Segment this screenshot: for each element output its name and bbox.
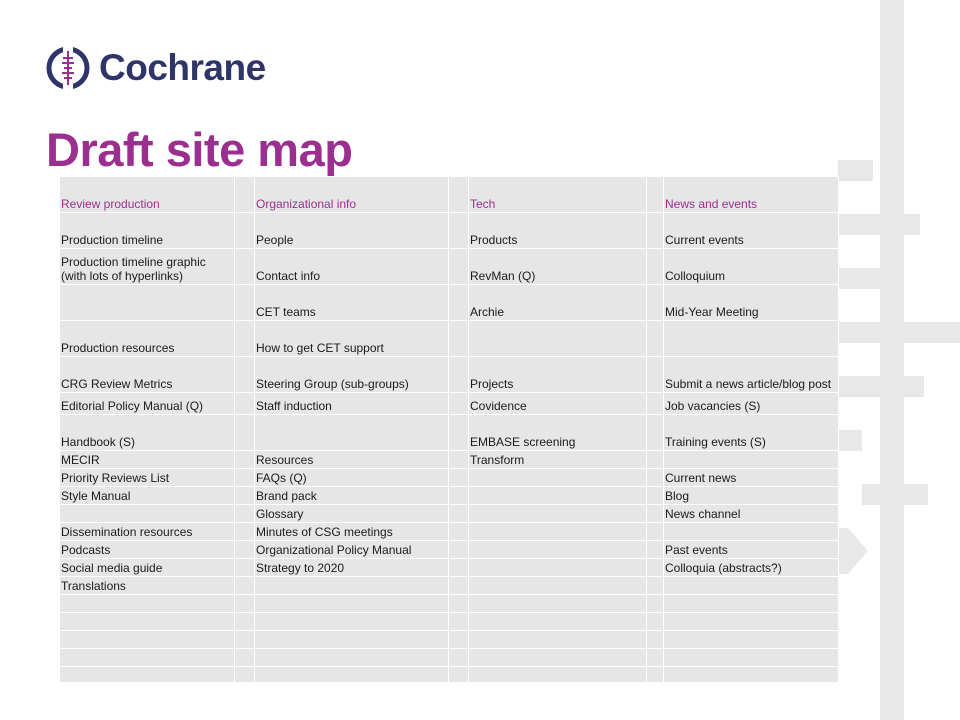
table-cell bbox=[60, 595, 235, 613]
column-spacer bbox=[449, 505, 469, 523]
table-cell bbox=[664, 631, 839, 649]
table-row bbox=[60, 613, 839, 631]
table-cell: Glossary bbox=[255, 505, 449, 523]
column-spacer bbox=[449, 667, 469, 683]
column-header: Organizational info bbox=[255, 177, 449, 213]
column-spacer bbox=[449, 631, 469, 649]
column-spacer bbox=[449, 559, 469, 577]
table-cell bbox=[255, 631, 449, 649]
table-cell: Contact info bbox=[255, 249, 449, 285]
decorative-bar bbox=[838, 268, 882, 289]
table-cell bbox=[664, 523, 839, 541]
table-row bbox=[60, 451, 839, 469]
column-spacer bbox=[235, 415, 255, 451]
column-header: Tech bbox=[469, 177, 647, 213]
table-cell: Handbook (S) bbox=[60, 415, 235, 451]
column-spacer bbox=[647, 667, 664, 683]
table-row bbox=[60, 393, 839, 415]
table-cell: Minutes of CSG meetings bbox=[255, 523, 449, 541]
column-spacer bbox=[235, 595, 255, 613]
table-cell: Brand pack bbox=[255, 487, 449, 505]
column-spacer bbox=[449, 541, 469, 559]
table-cell: Strategy to 2020 bbox=[255, 559, 449, 577]
column-spacer bbox=[647, 577, 664, 595]
column-spacer bbox=[235, 213, 255, 249]
table-row bbox=[60, 631, 839, 649]
column-spacer bbox=[449, 177, 469, 213]
column-spacer bbox=[647, 451, 664, 469]
column-spacer bbox=[235, 505, 255, 523]
column-spacer bbox=[647, 631, 664, 649]
table-cell: FAQs (Q) bbox=[255, 469, 449, 487]
column-spacer bbox=[647, 541, 664, 559]
column-spacer bbox=[449, 415, 469, 451]
column-spacer bbox=[647, 649, 664, 667]
column-spacer bbox=[235, 523, 255, 541]
decorative-vertical-bar bbox=[880, 0, 904, 720]
column-spacer bbox=[235, 613, 255, 631]
table-cell: Mid-Year Meeting bbox=[664, 285, 839, 321]
table-cell bbox=[664, 595, 839, 613]
table-cell: Training events (S) bbox=[664, 415, 839, 451]
table-cell bbox=[469, 321, 647, 357]
column-spacer bbox=[449, 523, 469, 541]
column-spacer bbox=[449, 285, 469, 321]
decorative-arrow-shape bbox=[838, 528, 870, 574]
table-cell: Steering Group (sub-groups) bbox=[255, 357, 449, 393]
table-cell: Current events bbox=[664, 213, 839, 249]
table-cell bbox=[60, 649, 235, 667]
column-spacer bbox=[235, 177, 255, 213]
column-spacer bbox=[235, 541, 255, 559]
table-cell bbox=[469, 649, 647, 667]
table-cell: Dissemination resources bbox=[60, 523, 235, 541]
table-cell bbox=[469, 613, 647, 631]
table-cell bbox=[469, 541, 647, 559]
table-row bbox=[60, 321, 839, 357]
table-cell: Production timeline graphic (with lots of hyperlinks) bbox=[60, 249, 235, 285]
column-spacer bbox=[449, 451, 469, 469]
table-cell: RevMan (Q) bbox=[469, 249, 647, 285]
table-cell: Products bbox=[469, 213, 647, 249]
table-cell: How to get CET support bbox=[255, 321, 449, 357]
table-cell: Translations bbox=[60, 577, 235, 595]
column-spacer bbox=[647, 523, 664, 541]
table-cell bbox=[255, 649, 449, 667]
table-cell bbox=[255, 595, 449, 613]
table-cell bbox=[469, 631, 647, 649]
cochrane-logo-text: Cochrane bbox=[99, 47, 266, 88]
table-row bbox=[60, 487, 839, 505]
table-row bbox=[60, 505, 839, 523]
table-cell: Current news bbox=[664, 469, 839, 487]
table-row bbox=[60, 285, 839, 321]
table-cell bbox=[664, 613, 839, 631]
table-cell: Colloquia (abstracts?) bbox=[664, 559, 839, 577]
table-row bbox=[60, 213, 839, 249]
column-spacer bbox=[647, 249, 664, 285]
column-spacer bbox=[235, 667, 255, 683]
table-cell bbox=[469, 523, 647, 541]
column-spacer bbox=[235, 249, 255, 285]
table-cell: Transform bbox=[469, 451, 647, 469]
table-cell: MECIR bbox=[60, 451, 235, 469]
column-spacer bbox=[647, 393, 664, 415]
column-spacer bbox=[449, 649, 469, 667]
column-spacer bbox=[647, 469, 664, 487]
table-cell bbox=[255, 577, 449, 595]
column-spacer bbox=[647, 487, 664, 505]
column-spacer bbox=[449, 357, 469, 393]
column-spacer bbox=[449, 595, 469, 613]
table-cell bbox=[60, 285, 235, 321]
table-cell bbox=[60, 613, 235, 631]
decorative-bar bbox=[838, 160, 873, 181]
table-cell bbox=[255, 613, 449, 631]
table-cell bbox=[664, 451, 839, 469]
table-row bbox=[60, 667, 839, 683]
table-row bbox=[60, 523, 839, 541]
table-cell: Colloquium bbox=[664, 249, 839, 285]
site-map-table bbox=[59, 176, 839, 683]
table-cell: News channel bbox=[664, 505, 839, 523]
table-cell bbox=[255, 667, 449, 683]
column-spacer bbox=[449, 249, 469, 285]
table-cell: CRG Review Metrics bbox=[60, 357, 235, 393]
table-cell: Organizational Policy Manual bbox=[255, 541, 449, 559]
table-cell: People bbox=[255, 213, 449, 249]
table-row bbox=[60, 595, 839, 613]
table-cell bbox=[469, 487, 647, 505]
column-spacer bbox=[235, 321, 255, 357]
column-spacer bbox=[647, 213, 664, 249]
column-spacer bbox=[647, 285, 664, 321]
column-spacer bbox=[449, 613, 469, 631]
column-spacer bbox=[449, 321, 469, 357]
column-spacer bbox=[235, 357, 255, 393]
table-row bbox=[60, 469, 839, 487]
table-cell: Priority Reviews List bbox=[60, 469, 235, 487]
decorative-bar bbox=[838, 430, 862, 451]
column-spacer bbox=[449, 213, 469, 249]
column-spacer bbox=[647, 321, 664, 357]
column-spacer bbox=[235, 631, 255, 649]
column-spacer bbox=[235, 393, 255, 415]
table-cell bbox=[469, 577, 647, 595]
table-row bbox=[60, 357, 839, 393]
column-spacer bbox=[235, 577, 255, 595]
table-cell bbox=[664, 649, 839, 667]
table-cell: Submit a news article/blog post bbox=[664, 357, 839, 393]
table-header-row bbox=[60, 177, 839, 213]
column-spacer bbox=[235, 649, 255, 667]
cochrane-logo-mark-icon bbox=[46, 46, 90, 90]
table-cell: EMBASE screening bbox=[469, 415, 647, 451]
decorative-bar bbox=[862, 484, 928, 505]
cochrane-logo bbox=[46, 46, 266, 90]
table-cell: Staff induction bbox=[255, 393, 449, 415]
column-spacer bbox=[449, 469, 469, 487]
table-cell: Podcasts bbox=[60, 541, 235, 559]
table-cell: Covidence bbox=[469, 393, 647, 415]
table-cell bbox=[664, 321, 839, 357]
table-cell: Production resources bbox=[60, 321, 235, 357]
table-cell bbox=[469, 505, 647, 523]
table-cell: Past events bbox=[664, 541, 839, 559]
column-spacer bbox=[235, 559, 255, 577]
column-spacer bbox=[647, 595, 664, 613]
table-cell: Social media guide bbox=[60, 559, 235, 577]
column-spacer bbox=[449, 393, 469, 415]
table-row bbox=[60, 559, 839, 577]
column-spacer bbox=[235, 451, 255, 469]
table-cell bbox=[664, 667, 839, 683]
table-row bbox=[60, 541, 839, 559]
table-cell bbox=[469, 469, 647, 487]
table-row bbox=[60, 415, 839, 451]
table-cell: CET teams bbox=[255, 285, 449, 321]
column-spacer bbox=[647, 613, 664, 631]
table-row bbox=[60, 649, 839, 667]
table-cell: Blog bbox=[664, 487, 839, 505]
column-spacer bbox=[647, 177, 664, 213]
column-spacer bbox=[647, 357, 664, 393]
table-cell bbox=[664, 577, 839, 595]
table-cell: Style Manual bbox=[60, 487, 235, 505]
decorative-bar bbox=[838, 376, 924, 397]
column-spacer bbox=[235, 487, 255, 505]
table-cell: Editorial Policy Manual (Q) bbox=[60, 393, 235, 415]
column-spacer bbox=[647, 559, 664, 577]
table-cell bbox=[60, 631, 235, 649]
column-spacer bbox=[235, 285, 255, 321]
table-cell: Resources bbox=[255, 451, 449, 469]
column-spacer bbox=[647, 505, 664, 523]
table-cell bbox=[469, 559, 647, 577]
table-row bbox=[60, 577, 839, 595]
table-cell bbox=[60, 505, 235, 523]
decorative-bar bbox=[838, 322, 960, 343]
table-cell bbox=[60, 667, 235, 683]
table-cell bbox=[469, 595, 647, 613]
column-spacer bbox=[449, 487, 469, 505]
column-spacer bbox=[647, 415, 664, 451]
decorative-bar bbox=[838, 214, 920, 235]
table-cell: Archie bbox=[469, 285, 647, 321]
table-cell: Projects bbox=[469, 357, 647, 393]
column-spacer bbox=[449, 577, 469, 595]
page-title: Draft site map bbox=[46, 123, 353, 176]
table-cell bbox=[255, 415, 449, 451]
table-cell: Job vacancies (S) bbox=[664, 393, 839, 415]
table-row bbox=[60, 249, 839, 285]
table-cell bbox=[469, 667, 647, 683]
column-spacer bbox=[235, 469, 255, 487]
column-header: Review production bbox=[60, 177, 235, 213]
column-header: News and events bbox=[664, 177, 839, 213]
table-cell: Production timeline bbox=[60, 213, 235, 249]
